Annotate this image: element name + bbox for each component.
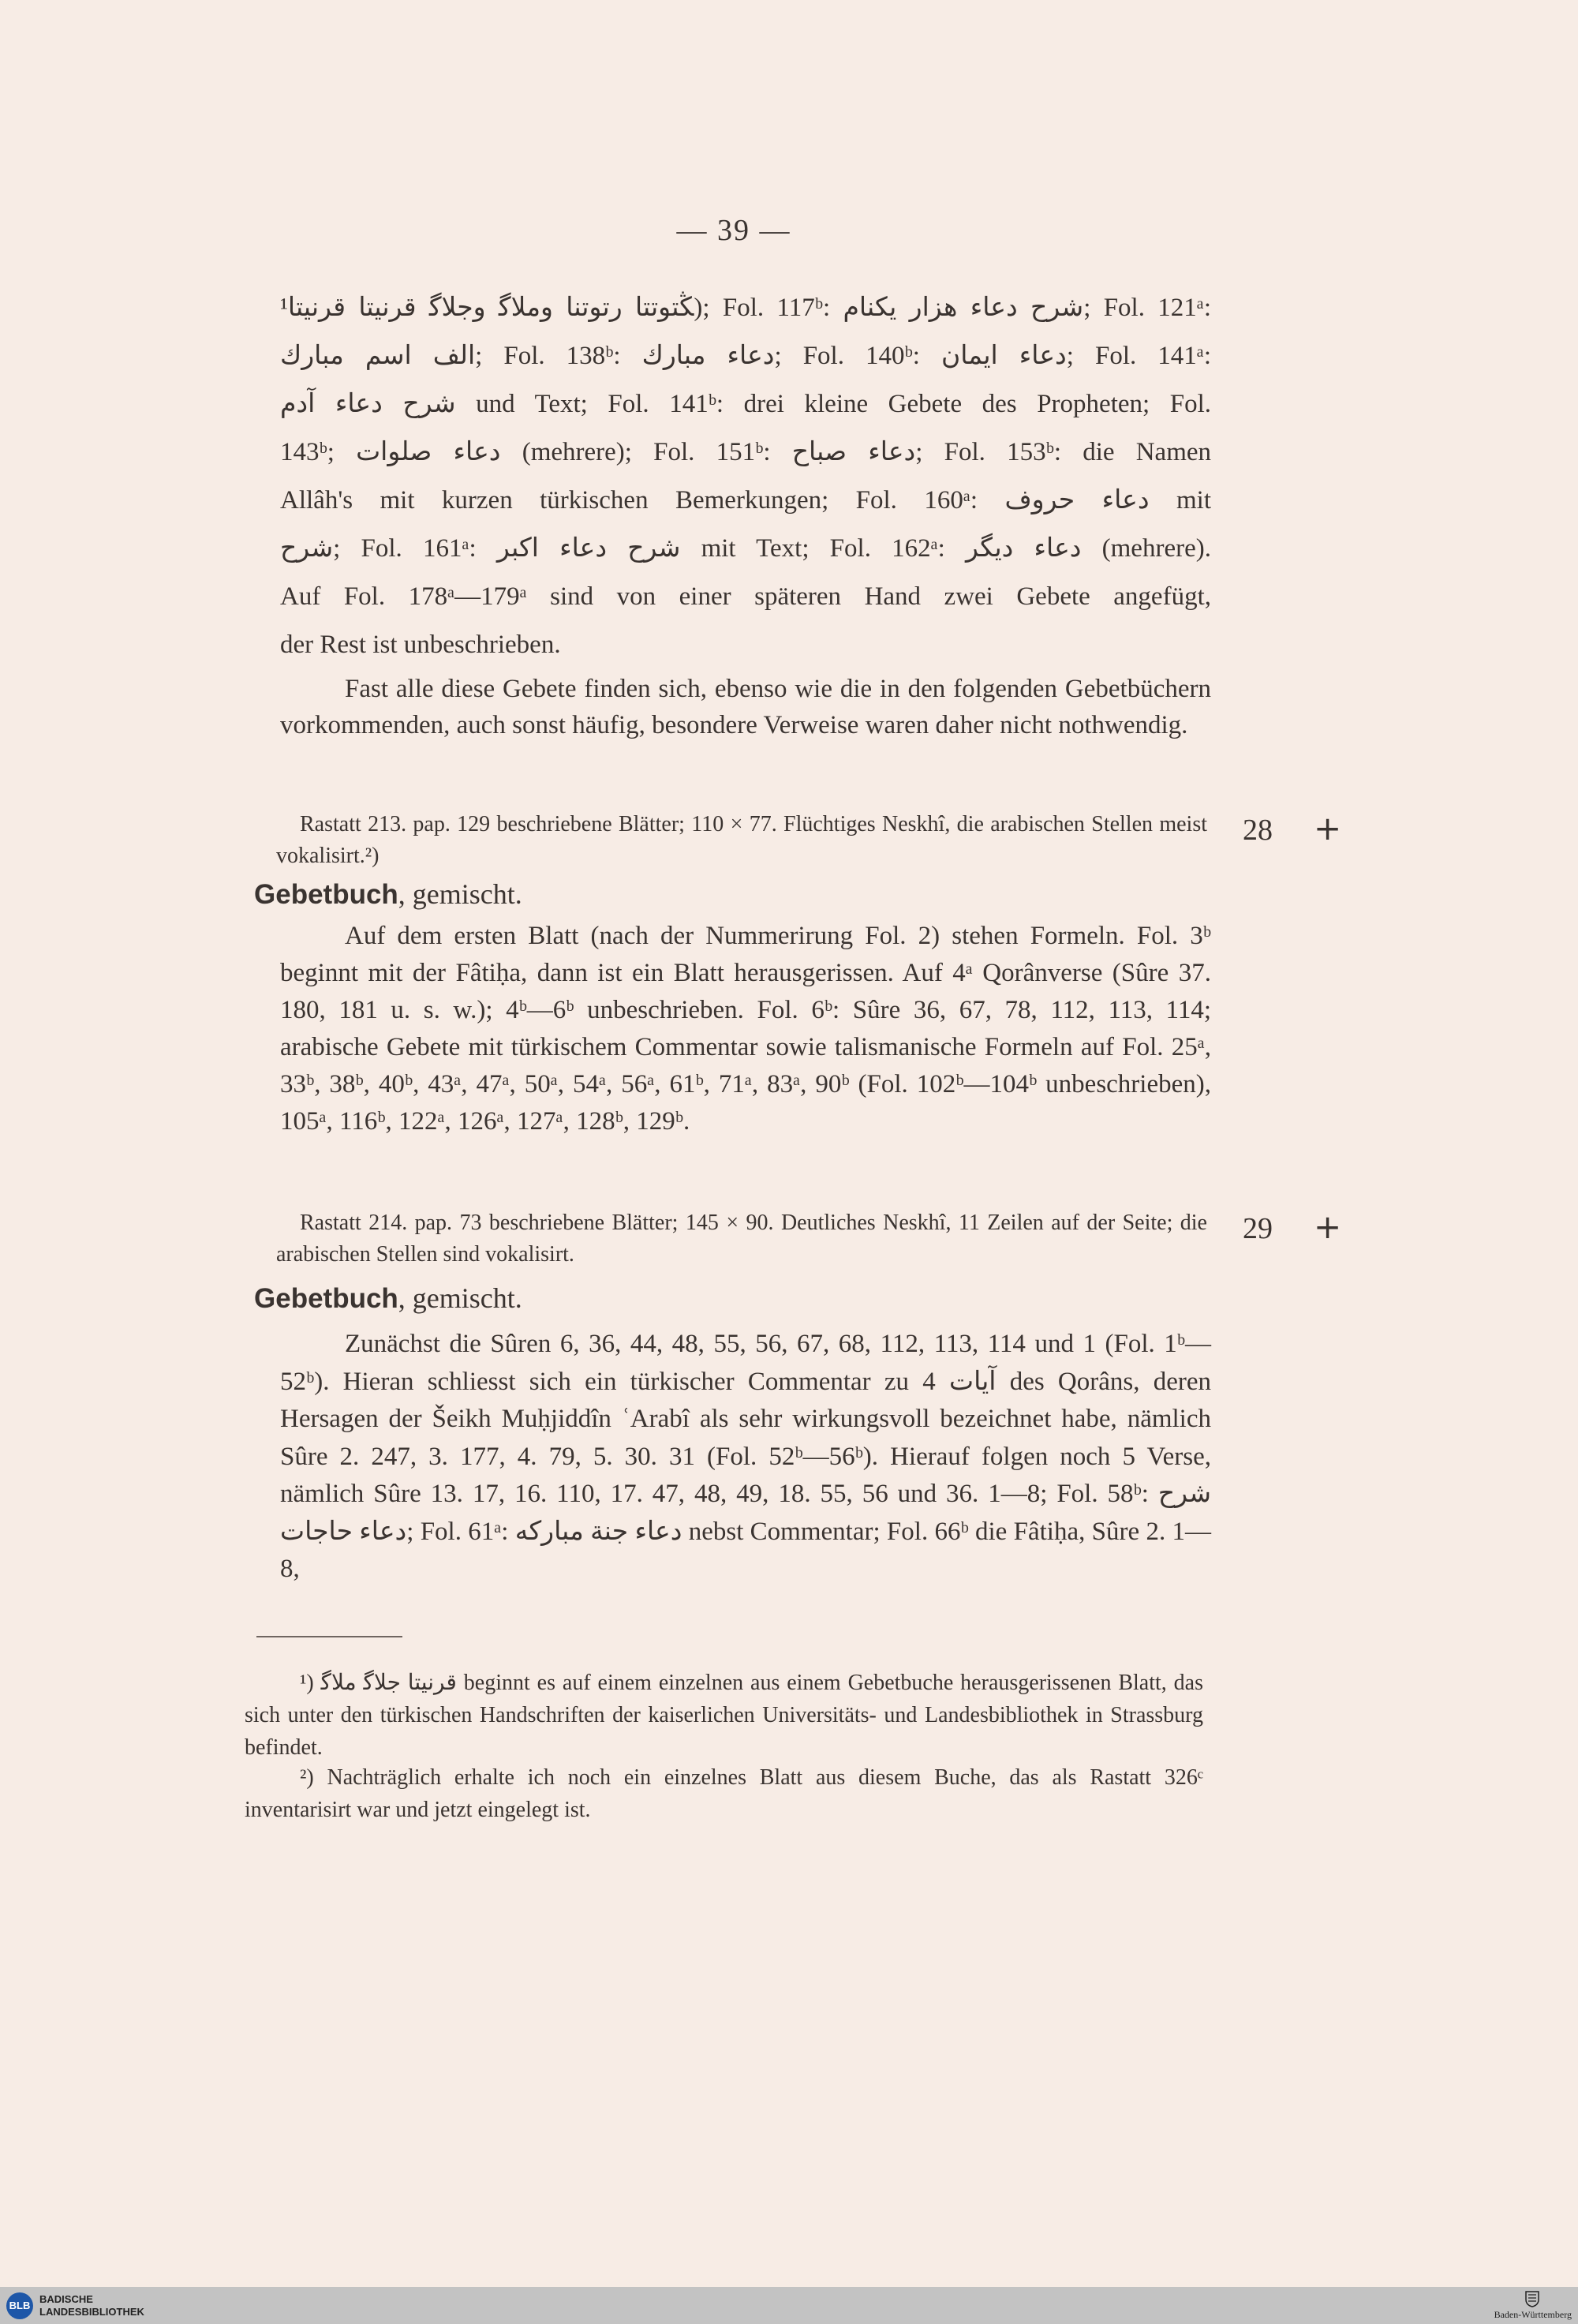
coat-of-arms-icon (1524, 2290, 1540, 2307)
library-line-1: BADISCHE (39, 2293, 93, 2305)
title-rest: , gemischt. (398, 878, 522, 910)
footnote-1 (245, 1667, 1203, 1764)
entry-plus-29: + (1314, 1207, 1342, 1246)
footnote-2 (245, 1761, 1203, 1826)
entry-plus-28: + (1314, 809, 1342, 848)
text-line: der Rest ist unbeschrieben. (280, 631, 561, 659)
title-rest: , gemischt. (398, 1282, 522, 1314)
entry-head-text: Rastatt 214. pap. 73 beschriebene Blätter; 145 × 90. Deutliches Neskhî, 11 Zeilen auf der Seite; die arabischen Stellen sind vokalisirt. (276, 1211, 1207, 1267)
text-line: ﺍﻟﻒ ﺍﺳﻢ ﻣﺒﺎﺭﻙ; Fol. 138ᵇ: ﺩﻋﺎﺀ ﻣﺒﺎﺭﻙ; Fol. 140ᵇ: ﺩﻋﺎﺀ ﺍﻳﻤﺎﻥ; Fol. 141ᵃ: (280, 342, 1211, 370)
entry-head-29 (276, 1207, 1207, 1271)
text-line: Allâh's mit kurzen türkischen Bemerkungen; Fol. 160ᵃ: ﺩﻋﺎﺀ ﺣﺮﻭﻑ mit (280, 486, 1211, 515)
text-line: 143ᵇ; ﺩﻋﺎﺀ ﺻﻠﻮﺍﺕ (mehrere); Fol. 151ᵇ: ﺩﻋﺎﺀ ﺻﺒﺎﺡ; Fol. 153ᵇ: die Namen (280, 438, 1212, 466)
paragraph-2 (280, 671, 1211, 743)
title-bold: Gebetbuch (254, 879, 398, 910)
entry-text-29 (280, 1326, 1211, 1589)
paragraph-text: Fast alle diese Gebete finden sich, ebenso wie die in den folgenden Gebetbüchern vorkommenden, auch sonst häufig, besondere Verweise waren daher nicht nothwendig. (280, 675, 1211, 739)
footnote-rule (256, 1636, 402, 1637)
blb-logo-icon: BLB (6, 2292, 33, 2319)
entry-text: Auf dem ersten Blatt (nach der Nummerirung Fol. 2) stehen Formeln. Fol. 3ᵇ beginnt mit der Fâtiḥa, dann ist ein Blatt herausgerissen. Auf 4ᵃ Qorânverse (Sûre 37. 180, 181 u. s. w.); 4ᵇ—6ᵇ unbeschrieben. Fol. 6ᵇ: Sûre 36, 67, 78, 112, 113, 114; arabische Gebete mit türkischem Commentar sowie talismanische Formeln auf Fol. 25ᵃ, 33ᵇ, 38ᵇ, 40ᵇ, 43ᵃ, 47ᵃ, 50ᵃ, 54ᵃ, 56ᵃ, 61ᵇ, 71ᵃ, 83ᵃ, 90ᵇ (Fol. 102ᵇ—104ᵇ unbeschrieben), 105ᵃ, 116ᵇ, 122ᵃ, 126ᵃ, 127ᵃ, 128ᵇ, 129ᵇ. (280, 922, 1211, 1136)
entry-text: Zunächst die Sûren 6, 36, 44, 48, 55, 56, 67, 68, 112, 113, 114 und 1 (Fol. 1ᵇ—52ᵇ). Hieran schliesst sich ein türkischer Commentar zu 4 ﺁﻳﺎﺕ des Qorâns, deren Hersagen der Šeikh Muḥjiddîn ʿArabî als sehr wirkungsvoll bezeichnet habe, nämlich Sûre 2. 247, 3. 177, 4. 79, 5. 30. 31 (Fol. 52ᵇ—56ᵇ). Hierauf folgen noch 5 Verse, nämlich Sûre 13. 17, 16. 110, 17. 47, 48, 49, 18. 55, 56 und 36. 1—8; Fol. 58ᵇ: ﺷﺮﺡ ﺩﻋﺎﺀ ﺣﺎﺟﺎﺕ; Fol. 61ᵃ: ﺩﻋﺎﺀ ﺟﻨﺔ ﻣﺒﺎﺭﻛﻪ nebst Commentar; Fol. 66ᵇ die Fâtiḥa, Sûre 2. 1—8, (280, 1330, 1212, 1583)
text-line: ﺷﺮﺡ; Fol. 161ᵃ: ﺷﺮﺡ ﺩﻋﺎﺀ ﺍﻛﺒﺮ mit Text; Fol. 162ᵃ: ﺩﻋﺎﺀ ﺩﻳﮕﺮ (mehrere). (280, 534, 1211, 563)
footnote-text: ¹) ﻗﺮﻧﻴﺘﺎ ﺟﻼﮔ ﻣﻼﮔ beginnt es auf einem einzelnen aus einem Gebetbuche herausgerissenen Blatt, das sich unter den türkischen Handschriften der kaiserlichen Universitäts- und Landesbibliothek in Strassburg befindet. (245, 1671, 1204, 1760)
paragraph-1 (280, 284, 1211, 669)
entry-head-text: Rastatt 213. pap. 129 beschriebene Blätter; 110 × 77. Flüchtiges Neskhî, die arabischen Stellen meist vokalisirt.²) (276, 812, 1207, 868)
text-line: ﯖﺘﻮﺗﺘﺎ ﺭﺗﻮﺗﻨﺎ ﻭﻣﻼﮔ ﻭﺟﻼﮔ ﻗﺮﻧﻴﺘﺎ ﻗﺮﻧﻴﺘﺎ¹); Fol. 117ᵇ: ﺷﺮﺡ ﺩﻋﺎﺀ ﻫﺰﺍﺭ ﻳﻜﻨﺎﻡ; Fol. 121ᵃ: (280, 294, 1212, 322)
entry-text-28 (280, 918, 1211, 1140)
footnote-text: ²) Nachträglich erhalte ich noch ein einzelnes Blatt aus diesem Buche, das als Rastatt 326ᶜ inventarisirt war und jetzt eingelegt ist. (245, 1765, 1203, 1822)
title-bold: Gebetbuch (254, 1283, 398, 1314)
entry-title-28 (254, 874, 1185, 915)
page-number: — 39 — (676, 214, 791, 247)
library-name (39, 2293, 144, 2318)
entry-head-28 (276, 809, 1207, 872)
state-name: Baden-Württemberg (1494, 2309, 1572, 2320)
footer-bar (0, 2287, 1578, 2324)
entry-number-28: 28 (1243, 814, 1273, 847)
text-line: ﺷﺮﺡ ﺩﻋﺎﺀ ﺁﺩﻡ und Text; Fol. 141ᵇ: drei kleine Gebete des Propheten; Fol. (280, 390, 1211, 418)
entry-title-29 (254, 1278, 1185, 1319)
entry-number-29: 29 (1243, 1212, 1273, 1245)
library-line-2: LANDESBIBLIOTHEK (39, 2306, 144, 2318)
text-line: Auf Fol. 178ᵃ—179ᵃ sind von einer späteren Hand zwei Gebete angefügt, (280, 582, 1211, 611)
